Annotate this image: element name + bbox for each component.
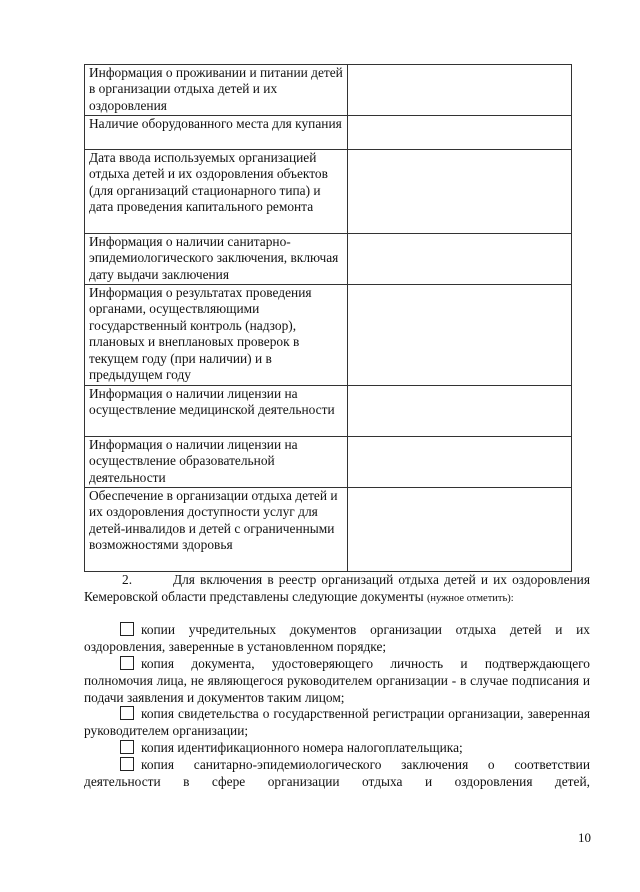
row-value-cell[interactable] xyxy=(348,437,572,488)
row-label: Информация о проживании и питании детей в организации отдыха детей и их оздоровления xyxy=(85,65,348,116)
row-label: Информация о наличии лицензии на осуществление образовательной деятельности xyxy=(85,437,348,488)
document-item-text: копия документа, удостоверяющего личность и подтверждающего полномочия лица, не являющегося руководителем организации - в случае подписания и подачи заявления и документов таким лицом; xyxy=(84,656,590,705)
page-number: 10 xyxy=(578,830,591,845)
table-row xyxy=(85,488,572,572)
document-item-text: копии учредительных документов организации отдыха детей и их оздоровления, заверенные в установленном порядке; xyxy=(84,622,590,654)
checkbox[interactable] xyxy=(120,656,134,670)
row-label: Информация о наличии лицензии на осуществление медицинской деятельности xyxy=(85,386,348,437)
row-label: Дата ввода используемых организацией отдыха детей и их оздоровления объектов (для организаций стационарного типа) и дата проведения капитального ремонта xyxy=(85,150,348,234)
checkbox[interactable] xyxy=(120,740,134,754)
row-value-cell[interactable] xyxy=(348,65,572,116)
row-label: Информация о результатах проведения органами, осуществляющими государственный контроль (надзор), плановых и внеплановых проверок в текущем году (при наличии) и в предыдущем году xyxy=(85,285,348,386)
row-value-cell[interactable] xyxy=(348,116,572,150)
checkbox[interactable] xyxy=(120,622,134,636)
document-item xyxy=(84,757,590,791)
row-value-cell[interactable] xyxy=(348,234,572,285)
document-item xyxy=(84,656,590,706)
table-row xyxy=(85,116,572,150)
document-item-text: копия санитарно-эпидемиологического заключения о соответствии деятельности в сфере организации отдыха и оздоровления детей, xyxy=(84,757,590,789)
table-row xyxy=(85,234,572,285)
table-row xyxy=(85,437,572,488)
document-item-text: копия свидетельства о государственной регистрации организации, заверенная руководителем организации; xyxy=(84,706,590,738)
row-value-cell[interactable] xyxy=(348,285,572,386)
table-row xyxy=(85,65,572,116)
section-2-text: 2. Для включения в реестр организаций отдыха детей и их оздоровления Кемеровской области представлены следующие документы xyxy=(84,572,590,604)
info-table xyxy=(84,64,572,572)
checkbox[interactable] xyxy=(120,757,134,771)
row-value-cell[interactable] xyxy=(348,386,572,437)
section-2-intro xyxy=(84,572,590,608)
row-value-cell[interactable] xyxy=(348,150,572,234)
document-item-text: копия идентификационного номера налогоплательщика; xyxy=(141,740,463,755)
document-item xyxy=(84,622,590,656)
row-label: Наличие оборудованного места для купания xyxy=(85,116,348,150)
row-label: Информация о наличии санитарно-эпидемиологического заключения, включая дату выдачи заключения xyxy=(85,234,348,285)
row-label: Обеспечение в организации отдыха детей и их оздоровления доступности услуг для детей-инвалидов и детей с ограниченными возможностями здоровья xyxy=(85,488,348,572)
document-item xyxy=(84,740,590,757)
table-row xyxy=(85,285,572,386)
checkbox[interactable] xyxy=(120,706,134,720)
table-row xyxy=(85,386,572,437)
row-value-cell[interactable] xyxy=(348,488,572,572)
document-item xyxy=(84,706,590,740)
selection-note: (нужное отметить): xyxy=(426,592,514,604)
table-row xyxy=(85,150,572,234)
